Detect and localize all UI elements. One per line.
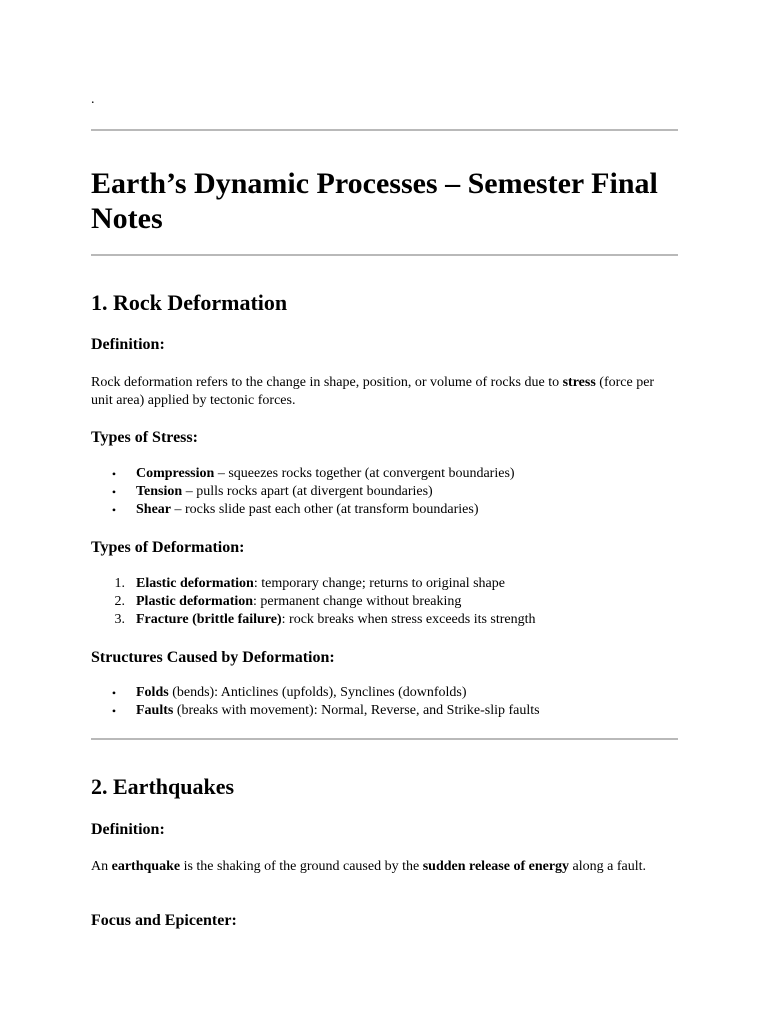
stress-types-heading: Types of Stress: <box>91 429 198 446</box>
structures-heading: Structures Caused by Deformation: <box>91 649 335 666</box>
page-title: Earth’s Dynamic Processes – Semester Final Notes <box>91 167 658 235</box>
list-item: • Folds (bends): Anticlines (upfolds), Synclines (downfolds) <box>91 684 540 702</box>
list-item: 2. Plastic deformation: permanent change without breaking <box>114 594 462 609</box>
horizontal-rule <box>91 254 678 256</box>
definition-heading: Definition: <box>91 821 165 838</box>
horizontal-rule <box>91 738 678 740</box>
bullet-icon: • <box>111 467 117 481</box>
list-item: 3. Fracture (brittle failure): rock breaks when stress exceeds its strength <box>114 612 536 627</box>
list-item: • Tension – pulls rocks apart (at divergent boundaries) <box>91 483 515 501</box>
focus-epicenter-heading: Focus and Epicenter: <box>91 912 237 929</box>
top-dot: . <box>91 92 95 107</box>
section-heading-rock-deformation: 1. Rock Deformation <box>91 290 288 315</box>
bullet-icon: • <box>111 686 117 700</box>
horizontal-rule <box>91 129 678 131</box>
deformation-types-heading: Types of Deformation: <box>91 539 245 556</box>
list-item: • Shear – rocks slide past each other (at transform boundaries) <box>91 501 515 519</box>
stress-types-list <box>91 465 515 519</box>
list-item: • Compression – squeezes rocks together (at convergent boundaries) <box>91 465 515 483</box>
bullet-icon: • <box>111 704 117 718</box>
bullet-icon: • <box>111 503 117 517</box>
section-heading-earthquakes: 2. Earthquakes <box>91 774 235 799</box>
list-item: 1. Elastic deformation: temporary change; returns to original shape <box>114 576 505 591</box>
bullet-icon: • <box>111 485 117 499</box>
list-item: • Faults (breaks with movement): Normal, Reverse, and Strike-slip faults <box>91 702 540 720</box>
deformation-types-list <box>91 575 536 629</box>
definition-paragraph: An earthquake is the shaking of the ground caused by the sudden release of energy along a fault. <box>91 859 647 874</box>
structures-list <box>91 684 540 720</box>
definition-paragraph: Rock deformation refers to the change in shape, position, or volume of rocks due to stress (force per unit area) applied by tectonic forces. <box>91 375 655 408</box>
definition-heading: Definition: <box>91 336 165 353</box>
